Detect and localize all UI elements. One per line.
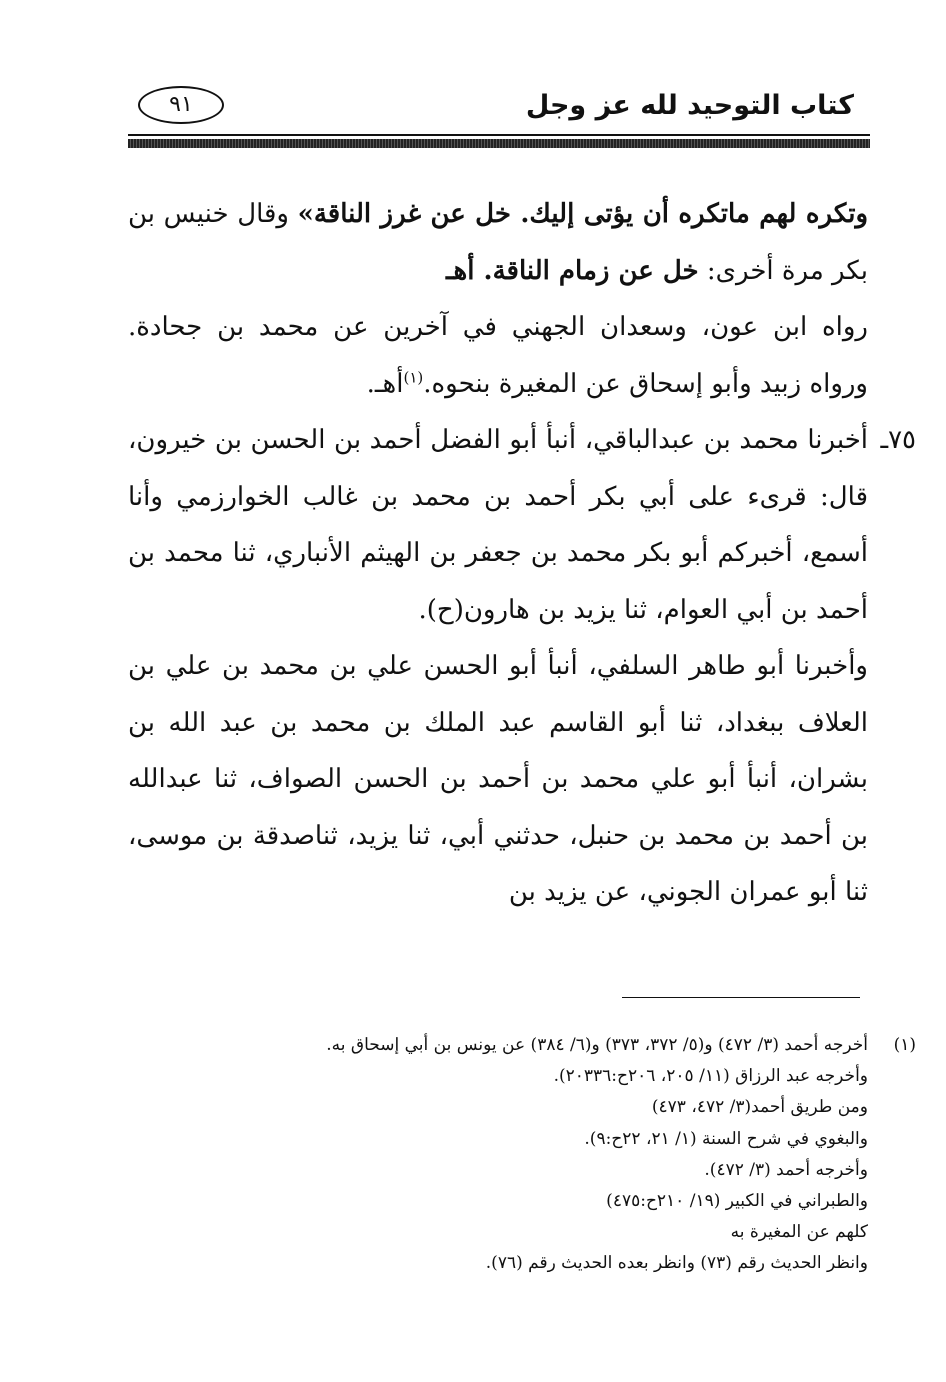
footnote-marker: (١) <box>893 1035 916 1055</box>
page-number: ٩١ <box>169 92 193 117</box>
quote-bold-2: خل عن زمام الناقة. أهـ <box>445 255 699 286</box>
footnote-line: وأخرجه أحمد (٣/ ٤٧٢). <box>704 1159 868 1180</box>
paragraph-4-text: وأخبرنا أبو طاهر السلفي، أنبأ أبو الحسن علي بن محمد بن علي بن العلاف ببغداد، ثنا أبو القاسم عبد الملك بن محمد بن عبد الله بن بشران، أنبأ أبو علي محمد بن أحمد بن الحسن الصواف، ثنا عبدالله بن أحمد بن محمد بن حنبل، حدثني أبي، ثنا يزيد، ثناصدقة بن موسى، ثنا أبو عمران الجوني، عن يزيد بن <box>128 651 868 907</box>
paragraph-2-text: رواه ابن عون، وسعدان الجهني في آخرين عن محمد بن جحادة. ورواه زبيد وأبو إسحاق عن المغيرة بنحوه. <box>128 312 868 399</box>
page-number-badge <box>138 86 224 124</box>
footnote-separator <box>622 997 860 998</box>
paragraph-2 <box>128 299 868 412</box>
paragraph-1-text: وقال خنيس بن بكر مرة أخرى: <box>128 199 868 286</box>
footnote-line: والطبراني في الكبير (١٩/ ٢١٠ح:٤٧٥) <box>606 1191 868 1212</box>
hadith-number: ٧٥ـ <box>880 425 916 455</box>
footnote-line: ومن طريق أحمد(٣/ ٤٧٢، ٤٧٣) <box>651 1097 868 1118</box>
footnote-line: والبغوي في شرح السنة (١/ ٢١، ٢٢ح:٩). <box>584 1128 868 1149</box>
footnote-ref[interactable]: (١) <box>403 367 424 386</box>
main-text <box>128 186 916 921</box>
footnote-line: وأخرجه عبد الرزاق (١١/ ٢٠٥، ٢٠٦ح:٢٠٣٣٦). <box>553 1066 868 1087</box>
paragraph-1 <box>128 186 868 299</box>
hadith-75-paragraph <box>128 412 916 638</box>
paragraph-4 <box>128 638 868 921</box>
quote-bold: وتكره لهم ماتكره أن يؤتى إليك. خل عن غرز الناقة» <box>297 199 868 229</box>
paragraph-2-end: أهـ. <box>366 368 404 399</box>
footnote-line: وانظر الحديث رقم (٧٣) وانظر بعده الحديث رقم (٧٦). <box>485 1253 868 1274</box>
footnote-line: كلهم عن المغيرة به <box>730 1222 868 1243</box>
header-divider-thick <box>128 139 870 148</box>
hadith-75-chain: أخبرنا محمد بن عبدالباقي، أنبأ أبو الفضل أحمد بن الحسن بن خيرون، قال: قرىء على أبي بكر أحمد بن محمد بن غالب الخوارزمي وأنا أسمع، أخبركم أبو بكر محمد بن جعفر بن الهيثم الأنباري، ثنا محمد بن أحمد بن أبي العوام، ثنا يزيد بن هارون(ح). <box>128 425 868 625</box>
book-title: كتاب التوحيد لله عز وجل <box>525 90 854 121</box>
header-divider-thin <box>128 134 870 136</box>
footnotes <box>128 1030 916 1280</box>
footnote-line: أخرجه أحمد (٣/ ٤٧٢) و(٥/ ٣٧٢، ٣٧٣) و(٦/ ٣٨٤) عن يونس بن أبي إسحاق به. <box>326 1035 868 1055</box>
